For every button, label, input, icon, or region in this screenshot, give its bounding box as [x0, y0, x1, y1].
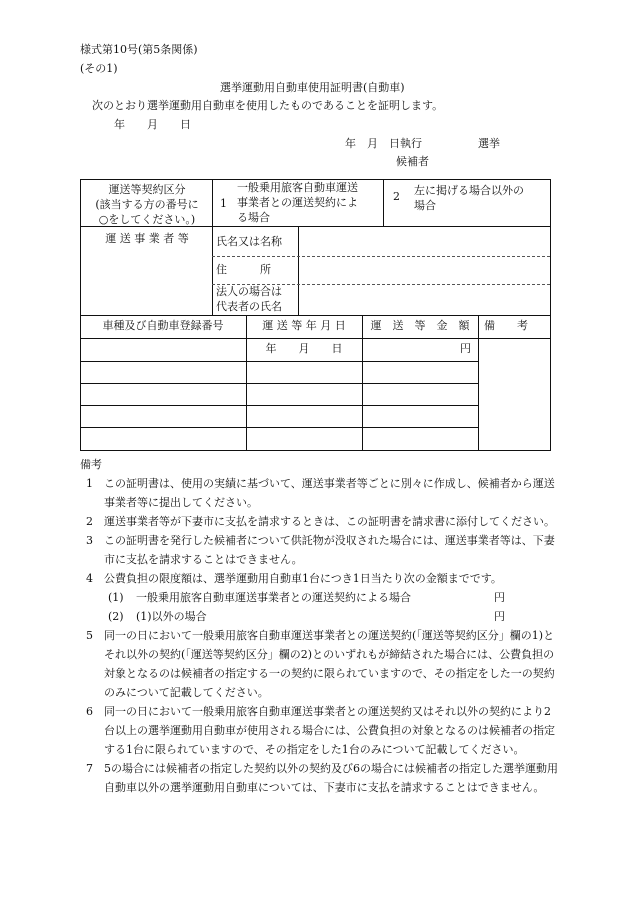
notes-heading: 備考 [80, 458, 102, 471]
election-label: 選挙 [478, 137, 500, 150]
document-title: 選挙運動用自動車使用証明書(自動車) [220, 81, 405, 94]
note-item: 3 この証明書を発行した候補者について供託物が没収された場合には、運送事業者等は、下妻市に支払を請求することはできません。 [86, 534, 555, 566]
option-1-text: 一般乗用旅客自動車運送 事業者との運送契約によ る場合 [237, 181, 358, 224]
remarks-notes [80, 455, 560, 797]
option-2-number[interactable]: 2 [393, 190, 400, 203]
form-number: 様式第10号(第5条関係) [80, 43, 198, 56]
usage-certificate-table [80, 179, 551, 451]
operator-label: 運 送 事 業 者 等 [105, 232, 189, 245]
limit-sub-item-2: (2) (1)以外の場合 円 [108, 610, 505, 623]
election-date: 年 月 日執行 [345, 137, 422, 150]
limit-sub-item-1: (1) 一般乗用旅客自動車運送事業者との運送契約による場合 円 [108, 591, 505, 604]
vehicle-column-header: 車種及び自動車登録番号 [102, 319, 224, 332]
representative-label: 法人の場合は 代表者の氏名 [216, 285, 282, 313]
row-date-placeholder: 年 月 日 [265, 342, 343, 355]
note-item: 4 公費負担の限度額は、選挙運動用自動車1台につき1日当たり次の金額までです。 [86, 572, 502, 585]
note-item: 1 この証明書は、使用の実績に基づいて、運送事業者等ごとに別々に作成し、候補者から運送事業者等に提出してください。 [86, 477, 555, 509]
address-label: 住 所 [216, 263, 271, 276]
contract-type-label: 運送等契約区分 (該当する方の番号に ○をしてください。) [95, 183, 199, 226]
candidate-label: 候補者 [396, 155, 429, 168]
amount-column-header: 運 送 等 金 額 [370, 319, 470, 332]
note-item: 6 同一の日において一般乗用旅客自動車運送事業者との運送契約又はそれ以外の契約により2台以上の選挙運動用自動車が使用される場合には、公費負担の対象となるのは候補者の指定する1台に限られていますので、その指定をした1台のみについて記載してください。 [86, 705, 555, 756]
issue-date: 年 月 日 [114, 118, 191, 131]
row-yen-unit: 円 [460, 342, 471, 355]
name-label: 氏名又は名称 [216, 235, 282, 248]
option-2-text: 左に掲げる場合以外の 場合 [414, 184, 524, 212]
note-item: 5 同一の日において一般乗用旅客自動車運送事業者との運送契約(「運送等契約区分」欄の1)とそれ以外の契約(「運送等契約区分」欄の2)とのいずれもが締結された場合には、公費負担の対象となるのは候補者の指定する一の契約に限られていますので、その指定をした一の契約のみについて記載してください。 [86, 629, 555, 699]
certification-statement: 次のとおり選挙運動用自動車を使用したものであることを証明します。 [92, 99, 444, 112]
note-item: 2 運送事業者等が下妻市に支払を請求するときは、この証明書を請求書に添付してください。 [86, 515, 555, 528]
option-1-number[interactable]: 1 [220, 197, 227, 210]
form-part: (その1) [80, 62, 118, 75]
note-item: 7 5の場合には候補者の指定した契約以外の契約及び6の場合には候補者の指定した選挙運動用自動車以外の選挙運動用自動車については、下妻市に支払を請求することはできません。 [86, 762, 558, 794]
date-column-header: 運 送 等 年 月 日 [262, 319, 346, 332]
remarks-column-header: 備 考 [484, 319, 528, 332]
